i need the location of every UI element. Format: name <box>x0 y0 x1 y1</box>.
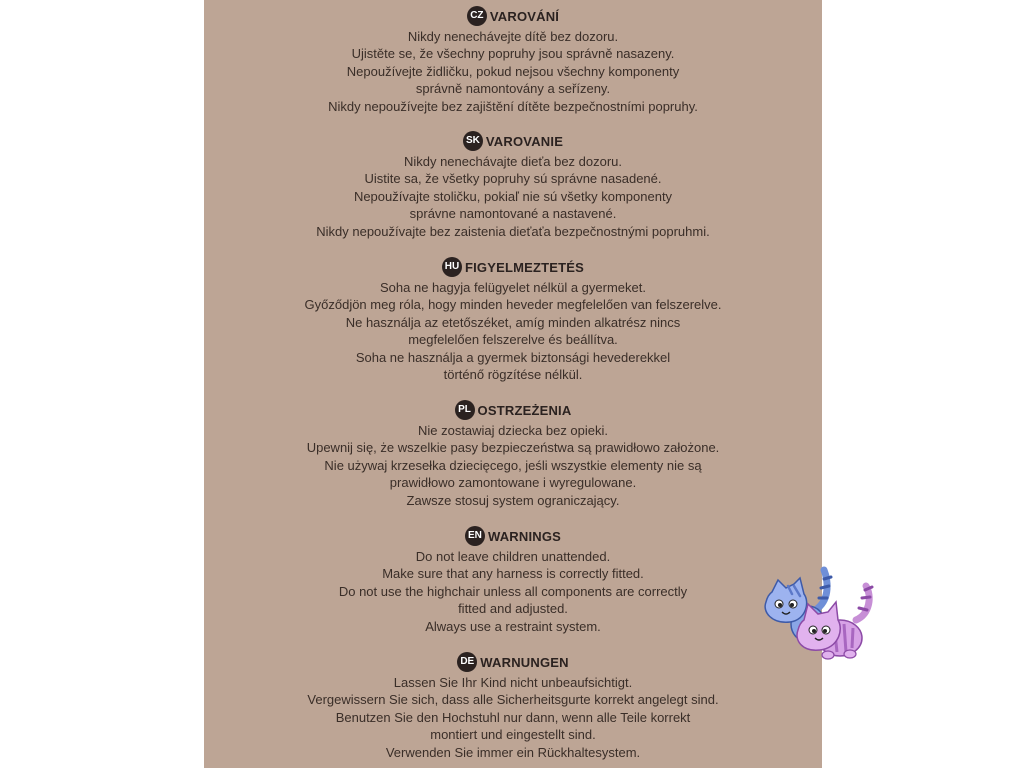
lang-badge-sk: SK <box>463 131 483 151</box>
warning-line: Always use a restraint system. <box>425 618 601 634</box>
warning-line: Benutzen Sie den Hochstuhl nur dann, wenn alle Teile korrekt <box>335 709 691 725</box>
warning-line: Nie zostawiaj dziecka bez opieki. <box>417 423 609 438</box>
warning-line: Soha ne használja a gyermek biztonsági hevederekkel <box>355 349 671 365</box>
section-heading <box>204 526 822 546</box>
warning-line: Ujistěte se, že všechny popruhy jsou správně nasazeny. <box>351 46 675 62</box>
warning-line: Ne használja az etetőszéket, amíg minden alkatrész nincs <box>345 314 681 330</box>
section-title-pl: OSTRZEŻENIA <box>477 402 572 418</box>
section-cz <box>204 6 822 115</box>
warning-line: Do not use the highchair unless all components are correctly <box>338 583 688 599</box>
warning-line: Vergewissern Sie sich, dass alle Sicherheitsgurte korrekt angelegt sind. <box>307 692 719 708</box>
warning-line: Soha ne hagyja felügyelet nélkül a gyermeket. <box>380 280 646 295</box>
section-title-en: WARNINGS <box>487 528 562 544</box>
warning-line: Uistite sa, že všetky popruhy sú správne nasadené. <box>364 171 662 187</box>
lang-badge-en: EN <box>465 526 485 546</box>
section-heading <box>204 6 822 26</box>
warning-line: Nepoužívajte stoličku, pokiaľ nie sú všetky komponenty <box>353 188 673 204</box>
lang-badge-pl: PL <box>455 400 475 420</box>
warning-line: Zawsze stosuj system ograniczający. <box>406 492 620 508</box>
lang-badge-de: DE <box>457 652 477 672</box>
warning-line: Nikdy nenechávajte dieťa bez dozoru. <box>403 154 623 169</box>
warning-line: prawidłowo zamontowane i wyregulowane. <box>389 475 637 491</box>
cats-illustration-icon <box>758 562 884 666</box>
section-title-cz: VAROVÁNÍ <box>489 8 560 24</box>
warnings-panel <box>204 0 822 768</box>
warning-line: Nepoužívejte židličku, pokud nejsou všechny komponenty <box>346 63 680 79</box>
warning-line: Nie używaj krzesełka dziecięcego, jeśli wszystkie elementy nie są <box>324 457 702 473</box>
warning-line: Lassen Sie Ihr Kind nicht unbeaufsichtigt. <box>393 675 633 690</box>
warning-line: Make sure that any harness is correctly fitted. <box>382 566 644 582</box>
warning-line: megfelelően felszerelve és beállítva. <box>408 332 618 348</box>
warning-line: Győződjön meg róla, hogy minden heveder megfelelően van felszerelve. <box>304 297 722 313</box>
warning-line: Nikdy nepoužívejte bez zajištění dítěte bezpečnostními popruhy. <box>328 98 698 114</box>
lang-badge-cz: CZ <box>467 6 487 26</box>
section-de <box>204 652 822 761</box>
warning-line: Nikdy nepoužívajte bez zaistenia dieťaťa bezpečnostnými popruhmi. <box>316 223 710 239</box>
section-heading <box>204 131 822 151</box>
warning-line: Upewnij się, że wszelkie pasy bezpieczeństwa są prawidłowo założone. <box>306 440 720 456</box>
warning-line: správne namontované a nastavené. <box>409 206 617 222</box>
section-title-de: WARNUNGEN <box>480 654 569 670</box>
warning-line: montiert und eingestellt sind. <box>430 727 596 743</box>
warning-line: Nikdy nenechávejte dítě bez dozoru. <box>407 29 619 44</box>
warning-line: fitted and adjusted. <box>458 601 568 617</box>
lang-badge-hu: HU <box>442 257 462 277</box>
section-heading <box>204 257 822 277</box>
section-heading <box>204 400 822 420</box>
warning-line: történő rögzítése nélkül. <box>443 367 583 383</box>
section-pl <box>204 400 822 509</box>
warning-line: Do not leave children unattended. <box>415 549 611 564</box>
section-en <box>204 526 822 635</box>
section-hu <box>204 257 822 383</box>
section-title-sk: VAROVANIE <box>485 133 564 149</box>
section-sk <box>204 131 822 240</box>
warning-line: správně namontovány a seřízeny. <box>415 81 611 97</box>
section-title-hu: FIGYELMEZTETÉS <box>464 259 585 275</box>
section-heading <box>204 652 822 672</box>
warning-line: Verwenden Sie immer ein Rückhaltesystem. <box>385 744 641 760</box>
